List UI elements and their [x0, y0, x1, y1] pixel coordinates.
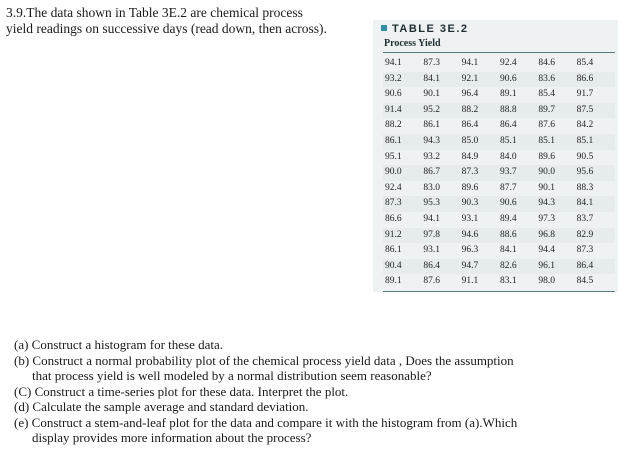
- table-cell: 87.6: [423, 276, 440, 287]
- question-c: (C) Construct a time-series plot for these data. Interpret the plot.: [14, 383, 349, 399]
- table-row: [383, 165, 615, 181]
- table-cell: 84.1: [499, 245, 517, 256]
- table-cell: 88.6: [500, 228, 538, 244]
- table-cell: 83.6: [538, 72, 576, 88]
- table-caption: Process Yield: [384, 38, 441, 49]
- table-row: [383, 150, 615, 166]
- table-cell: 87.3: [462, 165, 500, 181]
- yield-data-table: [383, 56, 615, 290]
- table-cell: 95.1: [385, 151, 402, 162]
- table-cell: 86.4: [423, 259, 461, 275]
- table-panel: [373, 20, 618, 292]
- table-title: [381, 23, 469, 35]
- table-cell: 85.0: [462, 134, 500, 150]
- question-e-continued: display provides more information about the process?: [32, 430, 312, 445]
- table-cell: 84.2: [576, 120, 594, 131]
- table-cell: 94.3: [538, 196, 576, 212]
- table-cell: 94.4: [538, 245, 555, 256]
- table-cell: 94.1: [423, 213, 440, 224]
- table-cell: 90.6: [500, 72, 538, 88]
- table-row: [383, 259, 615, 275]
- table-cell: 94.6: [462, 228, 500, 244]
- table-cell: 90.6: [385, 89, 402, 100]
- table-cell: 86.4: [461, 120, 479, 131]
- table-cell: 85.1: [500, 134, 538, 150]
- table-cell: 97.8: [423, 228, 461, 244]
- intro-line-1: 3.9.The data shown in Table 3E.2 are chemical process: [6, 5, 303, 20]
- table-cell: 86.1: [383, 134, 423, 150]
- table-cell: 90.4: [383, 259, 423, 275]
- question-a: (a) Construct a histogram for these data.: [14, 337, 224, 352]
- table-cell: 89.7: [538, 103, 576, 119]
- table-cell: 96.1: [538, 259, 576, 275]
- table-row: [383, 274, 615, 290]
- table-cell: 88.3: [576, 182, 594, 193]
- table-cell: 96.3: [461, 245, 479, 256]
- table-cell: 86.4: [499, 120, 517, 131]
- intro-line-2: yield readings on successive days (read down, then across).: [6, 21, 327, 36]
- question-b-continued: that process yield is well modeled by a normal distribution seem reasonable?: [32, 368, 432, 383]
- table-cell: 84.1: [423, 72, 461, 88]
- table-cell: 85.4: [538, 89, 555, 100]
- table-cell: 82.9: [577, 228, 615, 244]
- table-cell: 97.3: [538, 213, 555, 224]
- table-cell: 84.5: [576, 276, 594, 287]
- table-cell: 87.7: [499, 182, 517, 193]
- table-cell: 95.2: [423, 103, 461, 119]
- question-b: (b) Construct a normal probability plot of the chemical process yield data , Does the assumption: [14, 352, 514, 368]
- table-cell: 96.8: [538, 228, 576, 244]
- table-cell: 91.1: [461, 276, 479, 287]
- table-cell: 93.2: [423, 151, 440, 162]
- table-cell: 90.0: [383, 165, 423, 181]
- table-cell: 84.6: [538, 58, 555, 68]
- table-cell: 86.4: [577, 259, 615, 275]
- table-cell: 87.5: [577, 103, 615, 119]
- table-row: [383, 228, 615, 244]
- table-cell: 91.7: [576, 89, 594, 100]
- table-cell: 94.7: [462, 259, 500, 275]
- table-cell: 89.1: [385, 276, 402, 287]
- table-cell: 82.6: [500, 259, 538, 275]
- table-cell: 86.7: [423, 165, 461, 181]
- table-row: [383, 103, 615, 119]
- table-cell: 92.1: [462, 72, 500, 88]
- table-cell: 93.2: [383, 72, 423, 88]
- table-cell: 89.6: [461, 182, 479, 193]
- table-cell: 90.0: [538, 165, 576, 181]
- table-row: [383, 243, 615, 259]
- table-header: [373, 20, 618, 54]
- question-d: (d) Calculate the sample average and standard deviation.: [14, 399, 309, 414]
- table-cell: 90.6: [500, 196, 538, 212]
- table-row: [383, 118, 615, 134]
- table-cell: 89.6: [538, 151, 555, 162]
- table-cell: 87.6: [538, 120, 555, 131]
- table-cell: 88.2: [462, 103, 500, 119]
- table-cell: 93.7: [500, 165, 538, 181]
- table-cell: 86.6: [577, 72, 615, 88]
- table-cell: 91.2: [383, 228, 423, 244]
- table-row: [383, 181, 615, 197]
- question-list: [14, 337, 614, 446]
- table-cell: 98.0: [538, 276, 555, 287]
- table-cell: 93.1: [461, 213, 479, 224]
- table-cell: 87.3: [383, 196, 423, 212]
- table-row: [383, 212, 615, 228]
- table-cell: 83.0: [423, 182, 440, 193]
- problem-intro: [6, 5, 356, 37]
- table-title-text: TABLE 3E.2: [392, 23, 469, 35]
- table-cell: 83.7: [576, 213, 594, 224]
- table-cell: 94.1: [461, 58, 479, 68]
- table-cell: 92.4: [499, 58, 517, 68]
- table-cell: 86.1: [423, 120, 440, 131]
- table-cell: 88.2: [385, 120, 402, 131]
- table-cell: 95.3: [423, 196, 461, 212]
- table-cell: 84.0: [499, 151, 517, 162]
- table-cell: 85.4: [576, 58, 594, 68]
- table-cell: 90.1: [538, 182, 555, 193]
- table-top-rule: [383, 52, 615, 53]
- table-cell: 90.1: [423, 89, 440, 100]
- question-e: (e) Construct a stem-and-leaf plot for the data and compare it with the histogram from (a).Which: [14, 414, 518, 430]
- table-row: [383, 87, 615, 103]
- table-cell: 85.1: [577, 134, 615, 150]
- table-cell: 94.1: [385, 58, 402, 68]
- table-cell: 83.1: [499, 276, 517, 287]
- table-cell: 84.1: [577, 196, 615, 212]
- table-cell: 93.1: [423, 245, 440, 256]
- table-cell: 90.5: [576, 151, 594, 162]
- table-row: [383, 196, 615, 212]
- table-cell: 91.4: [383, 103, 423, 119]
- table-cell: 86.1: [385, 245, 402, 256]
- table-cell: 87.3: [576, 245, 594, 256]
- table-cell: 86.6: [385, 213, 402, 224]
- table-cell: 95.6: [577, 165, 615, 181]
- title-square-icon: [381, 25, 387, 31]
- table-cell: 89.1: [499, 89, 517, 100]
- table-row: [383, 72, 615, 88]
- table-cell: 85.1: [538, 134, 576, 150]
- table-cell: 90.3: [462, 196, 500, 212]
- table-cell: 94.3: [423, 134, 461, 150]
- table-cell: 84.9: [461, 151, 479, 162]
- table-bottom-rule: [383, 291, 615, 292]
- table-cell: 88.8: [500, 103, 538, 119]
- table-cell: 87.3: [423, 58, 440, 68]
- table-row: [383, 134, 615, 150]
- table-row: [383, 56, 615, 72]
- table-cell: 96.4: [461, 89, 479, 100]
- table-cell: 89.4: [499, 213, 517, 224]
- table-cell: 92.4: [385, 182, 402, 193]
